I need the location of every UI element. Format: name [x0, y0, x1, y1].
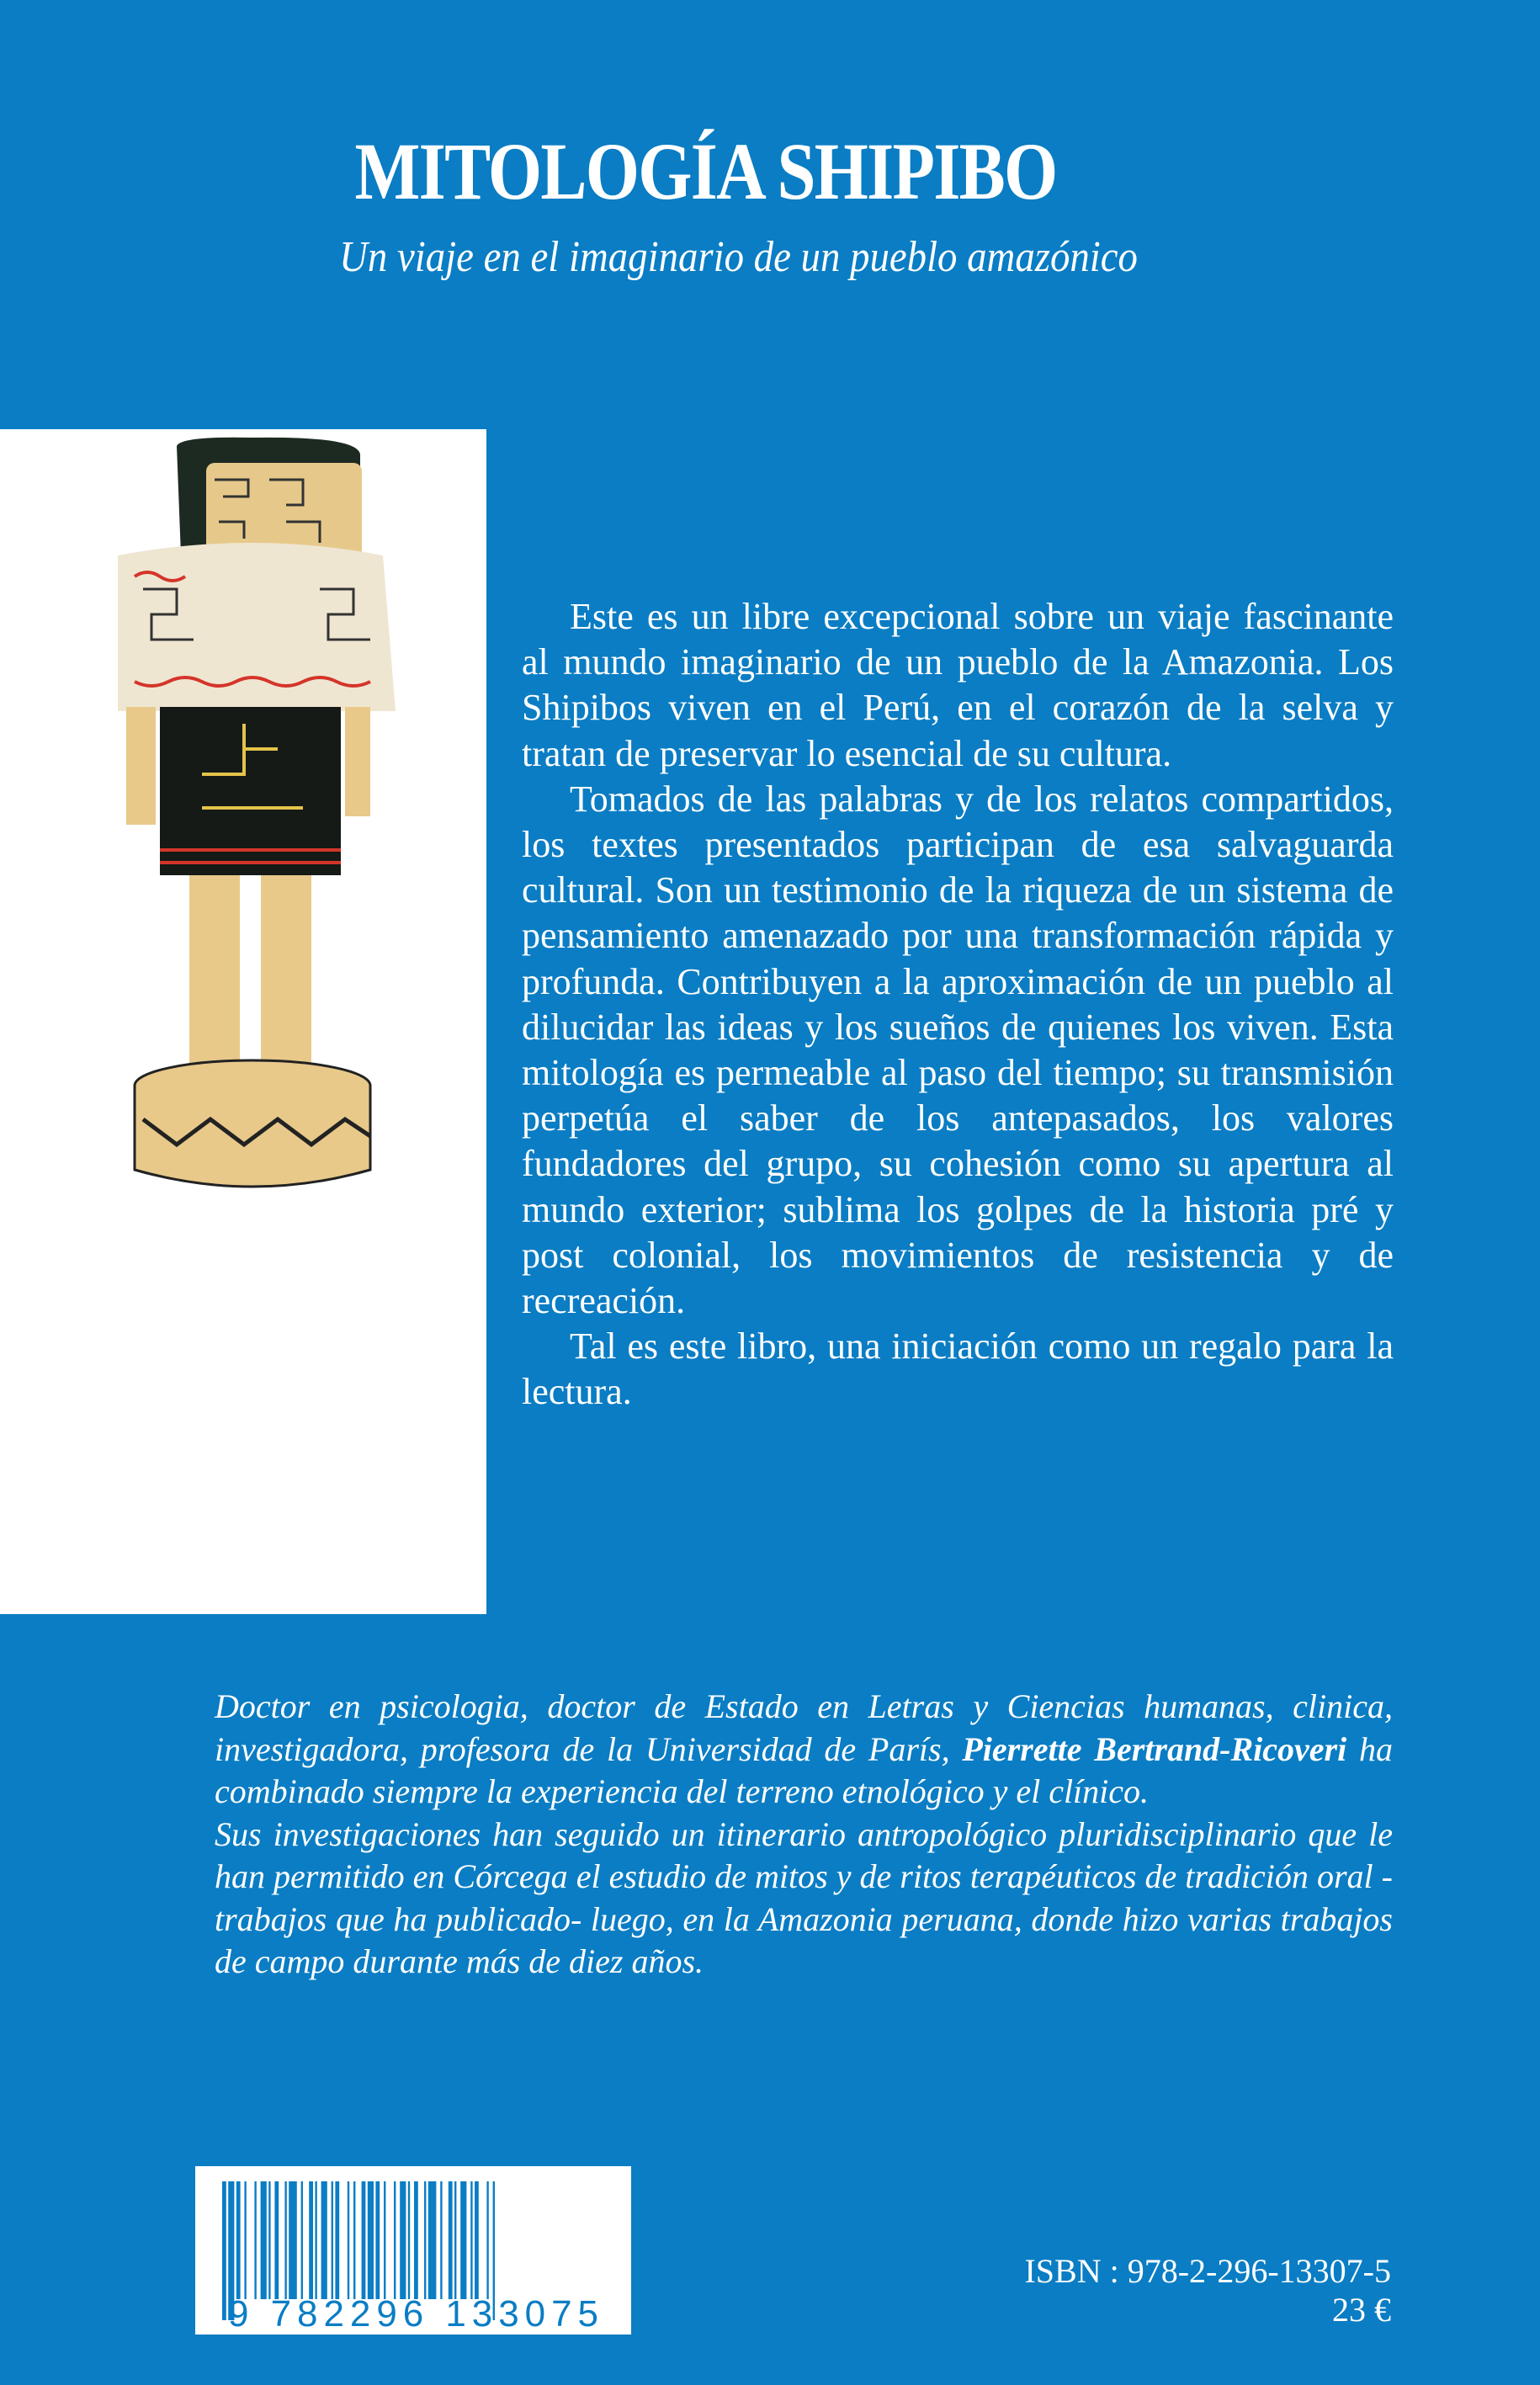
barcode-bar — [394, 2181, 396, 2299]
barcode-bar — [384, 2181, 385, 2299]
barcode-bar — [274, 2181, 279, 2299]
barcode-bar — [222, 2181, 226, 2320]
barcode-bar — [332, 2181, 333, 2299]
figurine-photo — [0, 429, 486, 1614]
barcode-bar — [454, 2181, 456, 2299]
bio-text: Doctor en psicologia, doctor de Estado en Letras y Ciencias humanas, clinica, investigadora, profesora de la Universidad de París, — [215, 1687, 1393, 1768]
barcode-bar — [315, 2181, 316, 2299]
barcode-bar — [353, 2181, 355, 2299]
barcode-bar — [414, 2181, 418, 2299]
bio-text: Sus investigaciones han seguido un itinerario antropológico pluridisciplinario que le han permitido en Córcega el estudio de mitos y de ritos terapéuticos de tradición oral -trabajos que ha publicado- luego, en la Amazonia peruana, donde hizo varias trabajos de campo durante más de diez años. — [215, 1814, 1393, 1980]
barcode-bar — [470, 2181, 472, 2299]
description-paragraph: Tomados de las palabras y de los relatos compartidos, los textes presentados participan de esa salvaguarda cultural. Son un testimonio de la riqueza de un sistema de pensamiento amenazado por una transformación rápida y profunda. Contribuyen a la aproximación de un pueblo al dilucidar las ideas y los sueños de quienes los viven. Esta mitología es permeable al paso del tiempo; su transmisión perpetúa el saber de los antepasados, los valores fundadores del grupo, su cohesión como su apertura al mundo exterior; sublima los golpes de la historia pré y post colonial, los movimientos de resistencia y de recreación. — [522, 778, 1394, 1322]
barcode-bar — [261, 2181, 267, 2299]
barcode-bar — [289, 2181, 297, 2299]
book-title: MITOLOGÍA SHIPIBO — [354, 126, 1057, 216]
barcode-bar — [301, 2181, 303, 2299]
barcode-bar — [284, 2181, 286, 2299]
barcode-digits: 9 782296 133075 — [228, 2293, 598, 2335]
barcode-bar — [400, 2181, 406, 2299]
isbn-block — [1024, 2252, 1391, 2329]
barcode-bar — [475, 2181, 479, 2299]
barcode-bar — [460, 2181, 466, 2299]
barcode-bar — [440, 2181, 442, 2299]
barcode — [195, 2166, 631, 2335]
book-subtitle: Un viaje en el imaginario de un pueblo amazónico — [339, 233, 1138, 281]
barcode-bar — [254, 2181, 256, 2299]
barcode-bar — [449, 2181, 453, 2299]
description-paragraph: Tal es este libro, una iniciación como un regalo para la lectura. — [522, 1325, 1394, 1413]
barcode-bar — [428, 2181, 437, 2299]
barcode-bar — [348, 2181, 349, 2299]
barcode-bar — [486, 2181, 488, 2299]
barcode-bar — [244, 2181, 246, 2299]
barcode-bar — [335, 2181, 339, 2299]
barcode-bar — [424, 2181, 426, 2299]
barcode-bar — [321, 2181, 327, 2299]
barcode-bar — [309, 2181, 313, 2299]
author-name: Pierrette Bertrand-Ricoveri — [962, 1729, 1347, 1768]
barcode-bar — [268, 2181, 270, 2299]
shipibo-figurine-icon — [0, 429, 486, 1614]
barcode-bar — [362, 2181, 366, 2299]
barcode-bar — [408, 2181, 410, 2299]
author-bio — [215, 1686, 1393, 1984]
barcode-bar — [236, 2181, 241, 2299]
isbn-number: ISBN : 978-2-296-13307-5 — [1024, 2252, 1391, 2290]
barcode-bar — [375, 2181, 380, 2299]
price: 23 € — [1332, 2291, 1391, 2329]
description-paragraph: Este es un libre excepcional sobre un viaje fascinante al mundo imaginario de un pueblo de la Amazonia. Los Shipibos viven en el Perú, en el corazón de la selva y tratan de preservar lo esencial de su cultura. — [522, 596, 1394, 774]
bio-text: ha combinado siempre la experiencia del terreno etnológico y el clínico. — [215, 1729, 1393, 1810]
barcode-bar — [493, 2181, 495, 2320]
book-description — [522, 594, 1394, 1416]
barcode-bar — [368, 2181, 374, 2299]
